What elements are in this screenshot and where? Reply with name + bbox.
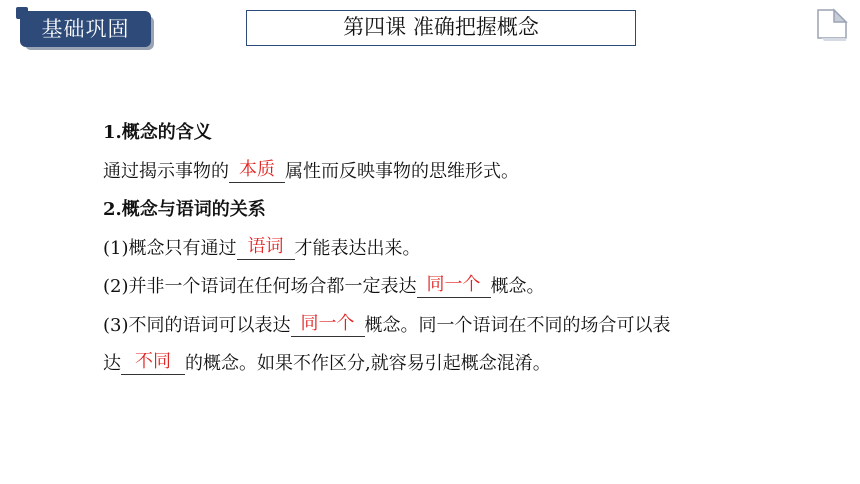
answer-blank-word: 语词	[237, 235, 295, 260]
p3b-after: 的概念。如果不作区分,就容易引起概念混淆。	[185, 353, 551, 374]
p3-after: 概念。同一个语词在不同的场合可以表	[364, 314, 671, 336]
answer-blank-same-2: 同一个	[291, 312, 365, 337]
page-corner-icon	[814, 8, 850, 42]
answer-blank-different: 不同	[121, 350, 185, 375]
p1-before: (1)概念只有通过	[103, 237, 237, 259]
s1-after: 属性而反映事物的思维形式。	[285, 160, 519, 182]
s1-before: 通过揭示事物的	[103, 160, 229, 182]
section-tag-label: 基础巩固	[20, 11, 151, 47]
lesson-content	[103, 114, 803, 384]
p2-before: (2)并非一个语词在任何场合都一定表达	[103, 276, 417, 297]
answer-blank-essence: 本质	[229, 158, 285, 183]
answer-blank-same-1: 同一个	[417, 273, 491, 298]
p3b-before: 达	[103, 353, 121, 374]
section-2-heading: 2.概念与语词的关系	[103, 199, 266, 220]
section-1-heading: 1.概念的含义	[103, 122, 212, 143]
point-3-continued	[103, 345, 803, 384]
point-2	[103, 268, 803, 307]
lesson-title: 第四课 准确把握概念	[246, 10, 636, 46]
p2-after: 概念。	[490, 276, 545, 297]
point-1	[103, 230, 803, 269]
point-3	[103, 307, 803, 346]
p3-before: (3)不同的语词可以表达	[103, 314, 291, 336]
section-1-text	[103, 153, 803, 192]
p1-after: 才能表达出来。	[294, 237, 421, 259]
section-tag	[20, 11, 151, 47]
